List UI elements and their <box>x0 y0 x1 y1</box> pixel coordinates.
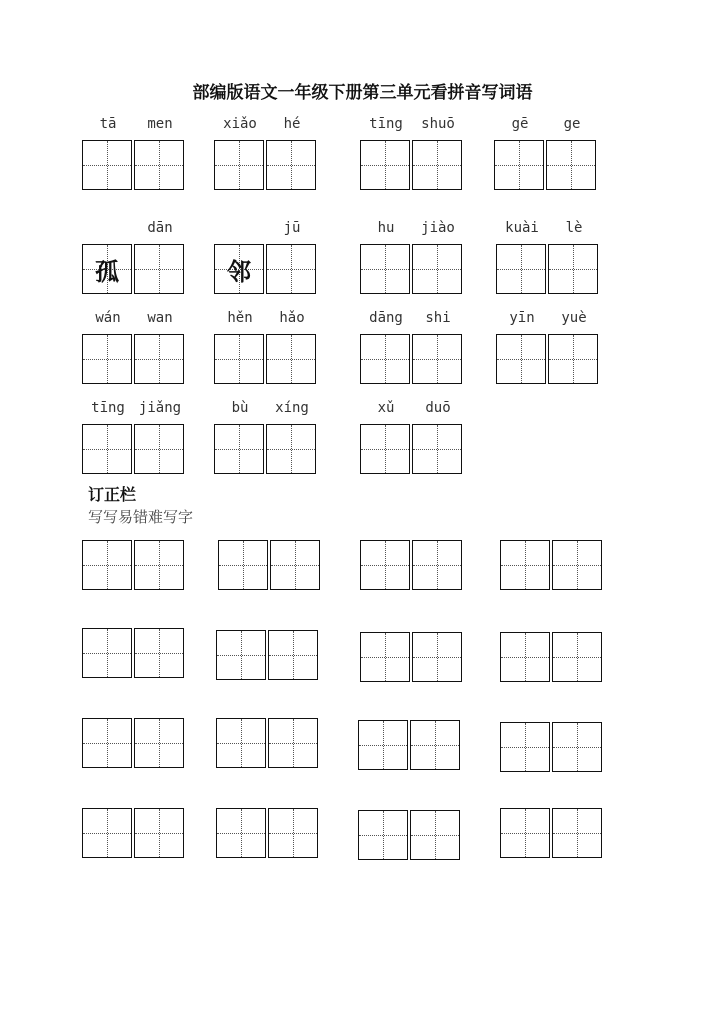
practice-box <box>500 722 606 774</box>
cell-char <box>267 141 315 189</box>
practice-box <box>500 808 606 860</box>
writing-cell[interactable] <box>134 140 184 190</box>
writing-cell[interactable] <box>548 334 598 384</box>
cell-char <box>549 245 597 293</box>
practice-cell[interactable] <box>134 718 184 768</box>
cell-char <box>361 141 409 189</box>
cell-char <box>83 335 131 383</box>
pinyin-label: shuō <box>421 116 455 132</box>
pinyin-label: jiào <box>421 220 455 236</box>
practice-cell[interactable] <box>82 628 132 678</box>
cell-char <box>413 141 461 189</box>
word-box <box>214 308 320 388</box>
practice-box <box>216 718 322 770</box>
word-box <box>360 218 466 298</box>
pinyin-label: xǔ <box>377 400 395 416</box>
pinyin-label: tā <box>99 116 117 132</box>
word-row <box>0 218 725 298</box>
practice-cell[interactable] <box>216 718 266 768</box>
pinyin-label: men <box>147 116 173 132</box>
pinyin-label: kuài <box>505 220 539 236</box>
practice-box <box>360 632 466 684</box>
cell-char <box>361 335 409 383</box>
practice-cell[interactable] <box>82 718 132 768</box>
writing-cell[interactable] <box>214 334 264 384</box>
word-box <box>82 218 188 298</box>
practice-box <box>216 630 322 682</box>
cell-char <box>135 335 183 383</box>
word-row <box>0 398 725 478</box>
cell-char <box>547 141 595 189</box>
practice-cell[interactable] <box>134 628 184 678</box>
pinyin-label: hěn <box>227 310 253 326</box>
practice-cell[interactable] <box>500 808 550 858</box>
writing-cell[interactable] <box>412 244 462 294</box>
worksheet-title: 部编版语文一年级下册第三单元看拼音写词语 <box>192 83 533 103</box>
practice-cell[interactable] <box>412 540 462 590</box>
practice-cell[interactable] <box>216 808 266 858</box>
practice-cell[interactable] <box>552 540 602 590</box>
writing-cell[interactable] <box>266 140 316 190</box>
writing-cell[interactable] <box>360 244 410 294</box>
writing-cell[interactable] <box>412 334 462 384</box>
word-box <box>360 308 466 388</box>
writing-cell[interactable] <box>412 424 462 474</box>
word-box <box>214 218 320 298</box>
practice-cell[interactable] <box>360 632 410 682</box>
pinyin-label: gē <box>511 116 529 132</box>
cell-char <box>215 141 263 189</box>
word-box <box>360 114 466 194</box>
writing-cell[interactable] <box>548 244 598 294</box>
writing-cell[interactable] <box>360 334 410 384</box>
pinyin-label: hǎo <box>279 310 305 326</box>
pinyin-label: xiǎo <box>223 116 257 132</box>
word-box <box>494 114 600 194</box>
practice-cell[interactable] <box>358 810 408 860</box>
practice-box <box>82 540 188 592</box>
word-row <box>0 308 725 388</box>
practice-cell[interactable] <box>412 632 462 682</box>
practice-cell[interactable] <box>552 808 602 858</box>
word-box <box>82 308 188 388</box>
writing-cell[interactable] <box>494 140 544 190</box>
writing-cell[interactable] <box>266 424 316 474</box>
cell-char <box>361 245 409 293</box>
pinyin-label: yīn <box>509 310 535 326</box>
cell-char <box>413 425 461 473</box>
word-box <box>82 114 188 194</box>
cell-char <box>413 335 461 383</box>
practice-box <box>500 632 606 684</box>
writing-cell[interactable] <box>82 334 132 384</box>
writing-cell[interactable] <box>82 244 132 294</box>
cell-char <box>497 335 545 383</box>
practice-cell[interactable] <box>552 722 602 772</box>
writing-cell[interactable] <box>496 244 546 294</box>
cell-char <box>83 425 131 473</box>
correction-subheading: 写写易错难写字 <box>88 508 194 526</box>
writing-cell[interactable] <box>82 424 132 474</box>
writing-cell[interactable] <box>214 140 264 190</box>
cell-char <box>361 425 409 473</box>
practice-cell[interactable] <box>216 630 266 680</box>
cell-char <box>267 245 315 293</box>
pinyin-label <box>214 218 266 238</box>
cell-char <box>83 141 131 189</box>
pinyin-label: wan <box>147 310 173 326</box>
pinyin-label: bù <box>231 400 249 416</box>
pinyin-label <box>82 218 134 238</box>
practice-box <box>360 540 466 592</box>
cell-char: 孤 <box>95 257 119 286</box>
cell-char <box>135 141 183 189</box>
writing-cell[interactable] <box>496 334 546 384</box>
writing-cell[interactable] <box>214 244 264 294</box>
cell-char <box>549 335 597 383</box>
pinyin-label: duō <box>425 400 451 416</box>
practice-cell[interactable] <box>500 632 550 682</box>
practice-cell[interactable] <box>410 720 460 770</box>
writing-cell[interactable] <box>266 244 316 294</box>
writing-cell[interactable] <box>134 424 184 474</box>
cell-char <box>495 141 543 189</box>
practice-box <box>82 718 188 770</box>
practice-cell[interactable] <box>270 540 320 590</box>
cell-char <box>497 245 545 293</box>
practice-cell[interactable] <box>134 808 184 858</box>
pinyin-label: hu <box>377 220 395 236</box>
word-box <box>496 308 602 388</box>
writing-cell[interactable] <box>360 424 410 474</box>
practice-box <box>216 808 322 860</box>
cell-char <box>135 425 183 473</box>
pinyin-label: ge <box>563 116 581 132</box>
word-box <box>360 398 466 478</box>
practice-cell[interactable] <box>82 808 132 858</box>
writing-cell[interactable] <box>134 244 184 294</box>
pinyin-label: jiǎng <box>138 400 182 416</box>
practice-cell[interactable] <box>358 720 408 770</box>
practice-cell[interactable] <box>82 540 132 590</box>
writing-cell[interactable] <box>412 140 462 190</box>
practice-cell[interactable] <box>268 718 318 768</box>
practice-cell[interactable] <box>552 632 602 682</box>
practice-cell[interactable] <box>268 630 318 680</box>
word-box <box>214 398 320 478</box>
word-row <box>0 114 725 194</box>
pinyin-label: tīng <box>369 116 403 132</box>
practice-box <box>82 808 188 860</box>
word-box <box>214 114 320 194</box>
pinyin-label: shi <box>425 310 451 326</box>
cell-char <box>267 425 315 473</box>
practice-box <box>358 720 464 772</box>
practice-box <box>500 540 606 592</box>
cell-char <box>135 245 183 293</box>
cell-char <box>215 425 263 473</box>
cell-char <box>215 335 263 383</box>
pinyin-label: dāng <box>369 310 403 326</box>
practice-box <box>218 540 324 592</box>
correction-heading: 订正栏 <box>88 485 137 504</box>
practice-box <box>82 628 188 680</box>
cell-char <box>413 245 461 293</box>
cell-char: 邻 <box>227 257 251 286</box>
word-box <box>82 398 188 478</box>
pinyin-label: yuè <box>561 310 587 326</box>
writing-cell[interactable] <box>360 140 410 190</box>
writing-cell[interactable] <box>266 334 316 384</box>
practice-cell[interactable] <box>134 540 184 590</box>
practice-cell[interactable] <box>500 540 550 590</box>
word-box <box>496 218 602 298</box>
writing-cell[interactable] <box>214 424 264 474</box>
practice-cell[interactable] <box>360 540 410 590</box>
writing-cell[interactable] <box>134 334 184 384</box>
cell-char <box>267 335 315 383</box>
writing-cell[interactable] <box>546 140 596 190</box>
pinyin-label: tīng <box>91 400 125 416</box>
practice-cell[interactable] <box>410 810 460 860</box>
practice-box <box>358 810 464 862</box>
practice-cell[interactable] <box>500 722 550 772</box>
pinyin-label: hé <box>283 116 301 132</box>
practice-cell[interactable] <box>268 808 318 858</box>
practice-cell[interactable] <box>218 540 268 590</box>
pinyin-label: xíng <box>275 400 309 416</box>
pinyin-label: wán <box>95 310 121 326</box>
pinyin-label: jū <box>283 220 301 236</box>
pinyin-label: dān <box>147 220 173 236</box>
pinyin-label: lè <box>565 220 583 236</box>
writing-cell[interactable] <box>82 140 132 190</box>
